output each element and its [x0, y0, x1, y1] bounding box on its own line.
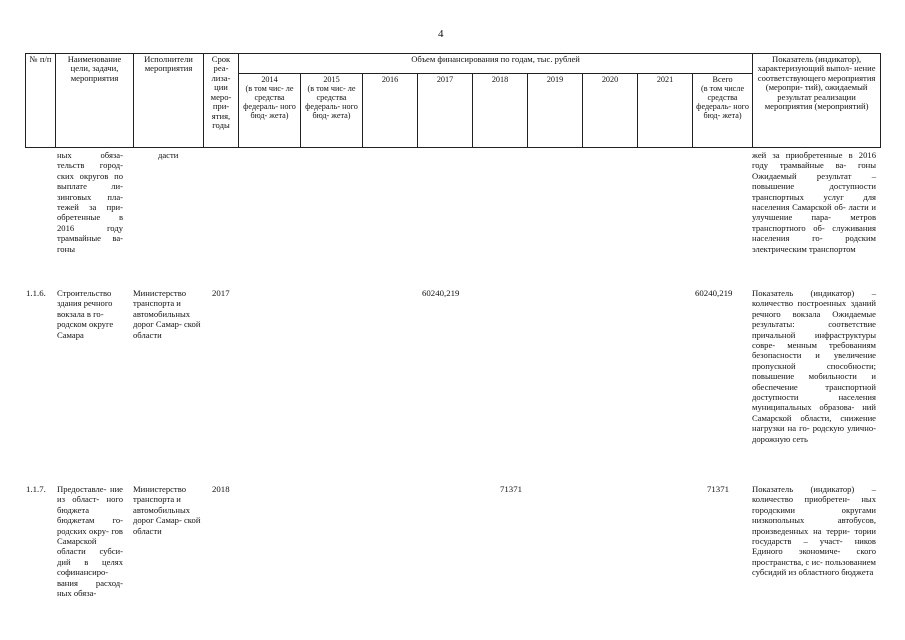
header-2015: 2015 (в том чис- ле средства федераль- ного бюд- жета) [301, 74, 363, 148]
row-1-value-2017: 60240,219 [422, 288, 460, 298]
row-2-number: 1.1.7. [26, 484, 46, 494]
header-2014: 2014 (в том чис- ле средства федераль- ного бюд- жета) [239, 74, 301, 148]
page-number: 4 [438, 28, 444, 40]
header-indicator: Показатель (индикатор), характеризующий выпол- нение соответствующего мероприятия (меропри- тий), ожидаемый результат реализации мероприятия (мероприятий) [753, 54, 881, 148]
header-total: Всего (в том числе средства федераль- ного бюд- жета) [693, 74, 753, 148]
header-funding: Объем финансирования по годам, тыс. рублей [239, 54, 753, 74]
row-1-name: Строительство здания речного вокзала в го- родском округе Самара [57, 288, 114, 340]
row-1-indicator: Показатель (индикатор) – количество построенных зданий речного вокзала Ожидаемые результаты: соответствие причальной инфраструктуры совре- менным требованиям безопасности и увеличение пропускной способности; повышение мобильности и обеспечение транспортной доступности населения муниципальных образова- ний Самарской области, снижение нагрузки на го- родскую улично- дорожную сеть [752, 288, 876, 444]
row-0-executor: дасти [158, 150, 179, 160]
header-2020: 2020 [583, 74, 638, 148]
row-2-value-2018: 71371 [500, 484, 522, 494]
row-2-name: Предоставле- ние из област- ного бюджета бюджетам го- родских окру- гов Самарской области субси- дий в целях софинансиро- вания расход- ных обяза- [57, 484, 123, 599]
header-2018: 2018 [473, 74, 528, 148]
row-2-total: 71371 [707, 484, 729, 494]
header-2021: 2021 [638, 74, 693, 148]
row-2-indicator: Показатель (индикатор) – количество приобретен- ных городскими округами низкопольных автобусов, произведенных на терри- тории государств – участ- ников Единого экономиче- ского пространства, с ис- пользованием субсидий из областного бюджета [752, 484, 876, 578]
row-1-number: 1.1.6. [26, 288, 46, 298]
header-2016: 2016 [363, 74, 418, 148]
row-1-executor: Министерство транспорта и автомобильных дорог Самар- ской области [133, 288, 201, 340]
row-2-executor: Министерство транспорта и автомобильных дорог Самар- ской области [133, 484, 201, 536]
row-0-indicator: жей за приобретенные в 2016 году трамвайные ва- гоны Ожидаемый результат – повышение доступности транспортных услуг для населения Самарской об- ласти и улучшение пара- метров транспортного об- служивания населения го- родским электрическим транспортом [752, 150, 876, 254]
header-term: Срок реа- лиза- ции меро- при- ятия, годы [204, 54, 239, 148]
header-name: Наименование цели, задачи, мероприятия [56, 54, 134, 148]
header-2019: 2019 [528, 74, 583, 148]
row-1-year: 2017 [212, 288, 230, 298]
header-2017: 2017 [418, 74, 473, 148]
header-table [25, 53, 881, 148]
row-0-name: ных обяза- тельств город- ских округов по выплате ли- зинговых пла- тежей за при- обретенные в 2016 году трамвайные ва- гоны [57, 150, 123, 254]
row-2-year: 2018 [212, 484, 230, 494]
row-1-total: 60240,219 [695, 288, 733, 298]
header-no: № п/п [26, 54, 56, 148]
header-executors: Исполнители мероприятия [134, 54, 204, 148]
